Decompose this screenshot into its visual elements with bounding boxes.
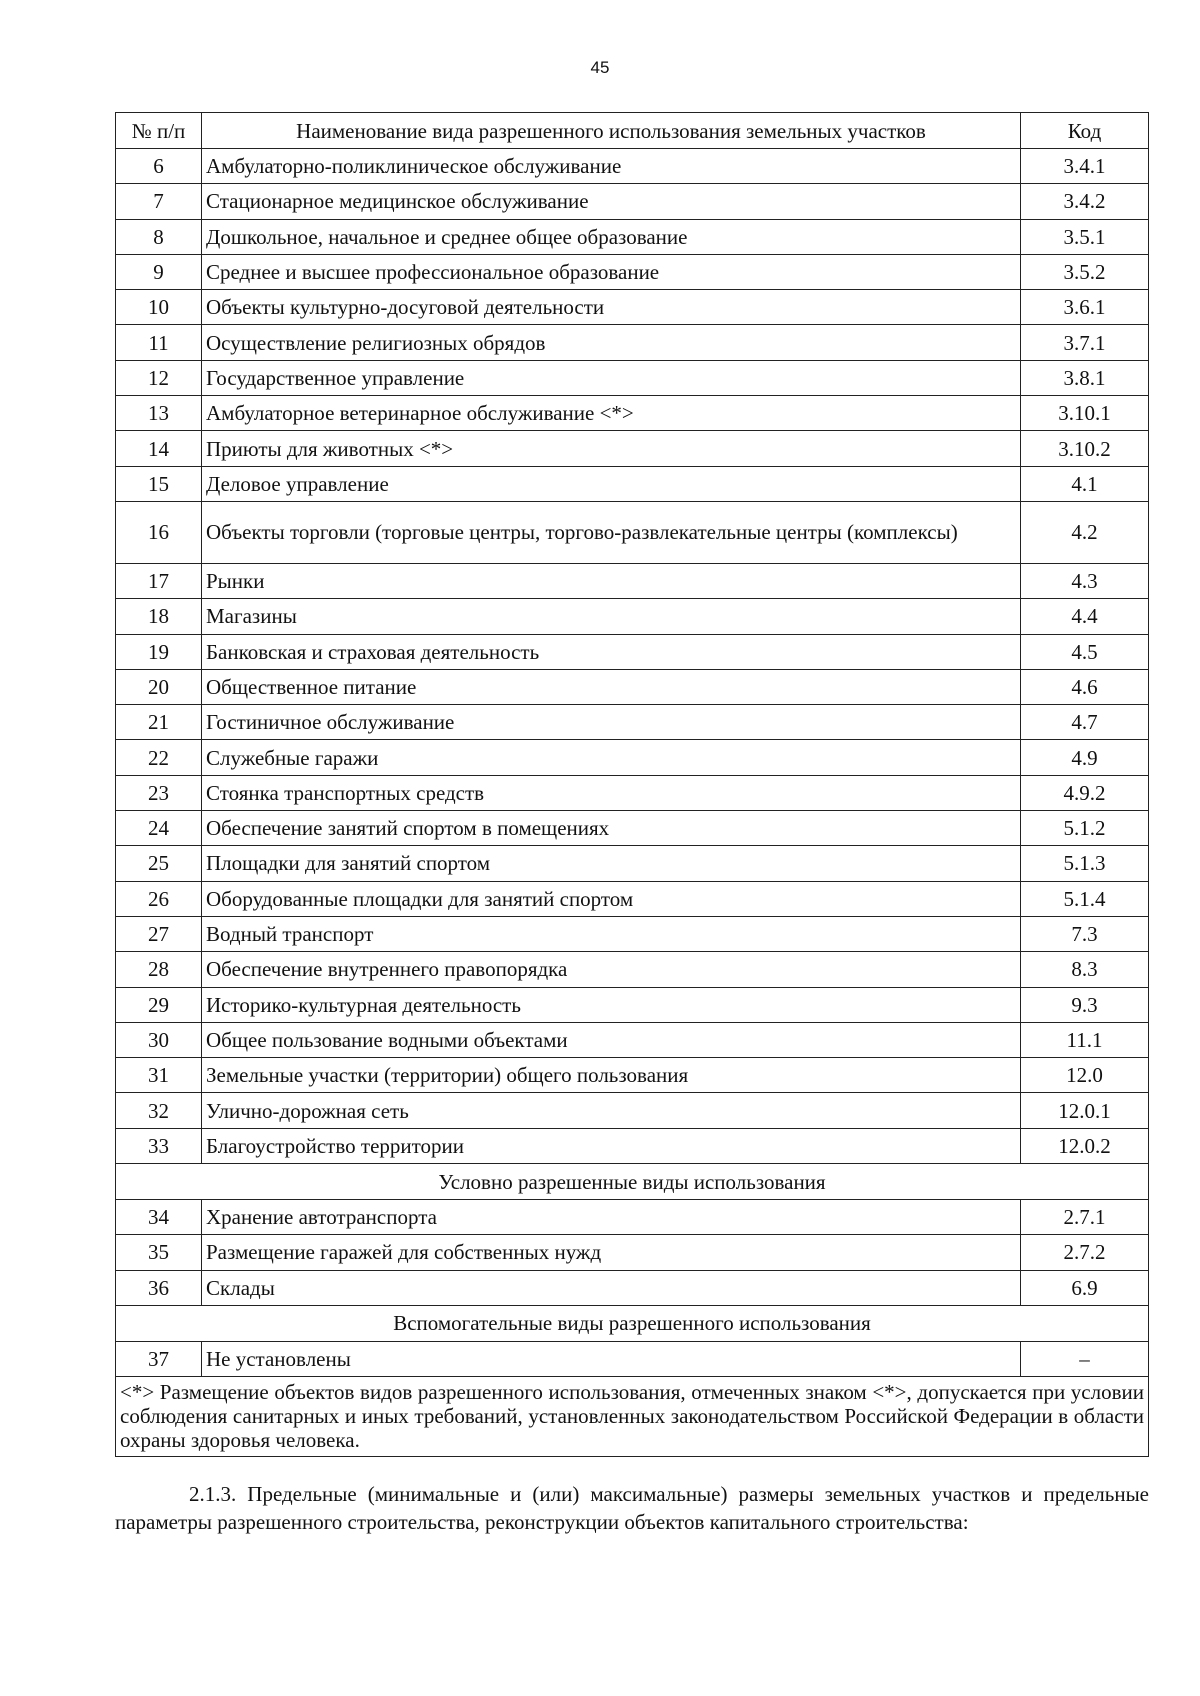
cell-name: Амбулаторное ветеринарное обслуживание <*> [202, 396, 1021, 431]
cell-code: 3.5.2 [1021, 254, 1149, 289]
cell-num: 22 [116, 740, 202, 775]
cell-name: Земельные участки (территории) общего пользования [202, 1058, 1021, 1093]
cell-code: 2.7.2 [1021, 1235, 1149, 1270]
cell-num: 34 [116, 1200, 202, 1235]
table-row [116, 952, 1149, 987]
cell-name: Приюты для животных <*> [202, 431, 1021, 466]
header-code: Код [1021, 113, 1149, 149]
cell-name: Объекты культурно-досуговой деятельности [202, 290, 1021, 325]
table-row [116, 811, 1149, 846]
table-row [116, 740, 1149, 775]
cell-name: Общее пользование водными объектами [202, 1022, 1021, 1057]
table-row [116, 149, 1149, 184]
cell-name: Водный транспорт [202, 916, 1021, 951]
cell-num: 27 [116, 916, 202, 951]
table-row [116, 501, 1149, 563]
cell-num: 18 [116, 599, 202, 634]
cell-code: 4.5 [1021, 634, 1149, 669]
section-title-auxiliary-row [116, 1305, 1149, 1341]
cell-num: 14 [116, 431, 202, 466]
cell-name: Дошкольное, начальное и среднее общее образование [202, 219, 1021, 254]
cell-name: Стационарное медицинское обслуживание [202, 184, 1021, 219]
cell-name: Государственное управление [202, 360, 1021, 395]
cell-code: 11.1 [1021, 1022, 1149, 1057]
table-row [116, 1200, 1149, 1235]
table-row [116, 184, 1149, 219]
cell-name: Оборудованные площадки для занятий спортом [202, 881, 1021, 916]
cell-name: Деловое управление [202, 466, 1021, 501]
cell-name: Среднее и высшее профессиональное образование [202, 254, 1021, 289]
cell-num: 8 [116, 219, 202, 254]
cell-num: 17 [116, 563, 202, 598]
cell-num: 37 [116, 1341, 202, 1376]
table-row [116, 987, 1149, 1022]
table-row [116, 563, 1149, 598]
table-row [116, 219, 1149, 254]
table-row [116, 466, 1149, 501]
section-title-conditional-row [116, 1164, 1149, 1200]
land-use-table [115, 112, 1149, 1457]
cell-num: 29 [116, 987, 202, 1022]
table-header-row [116, 113, 1149, 149]
cell-name: Склады [202, 1270, 1021, 1305]
cell-num: 16 [116, 501, 202, 563]
cell-num: 9 [116, 254, 202, 289]
footnote-row [116, 1377, 1149, 1457]
table-row [116, 881, 1149, 916]
cell-code: 7.3 [1021, 916, 1149, 951]
page-number: 45 [590, 58, 610, 77]
cell-name: Амбулаторно-поликлиническое обслуживание [202, 149, 1021, 184]
table-row [116, 1128, 1149, 1163]
cell-num: 19 [116, 634, 202, 669]
cell-num: 28 [116, 952, 202, 987]
cell-num: 36 [116, 1270, 202, 1305]
cell-name: Обеспечение занятий спортом в помещениях [202, 811, 1021, 846]
table-row [116, 705, 1149, 740]
table-row [116, 599, 1149, 634]
section-title-auxiliary: Вспомогательные виды разрешенного использования [116, 1305, 1149, 1341]
cell-code: 4.9 [1021, 740, 1149, 775]
table-row [116, 916, 1149, 951]
cell-num: 25 [116, 846, 202, 881]
cell-code: 12.0.1 [1021, 1093, 1149, 1128]
header-num: № п/п [116, 113, 202, 149]
cell-name: Общественное питание [202, 669, 1021, 704]
cell-num: 10 [116, 290, 202, 325]
cell-name: Магазины [202, 599, 1021, 634]
cell-code: 3.4.1 [1021, 149, 1149, 184]
cell-code: 3.7.1 [1021, 325, 1149, 360]
cell-num: 35 [116, 1235, 202, 1270]
cell-name: Хранение автотранспорта [202, 1200, 1021, 1235]
cell-code: 4.1 [1021, 466, 1149, 501]
cell-num: 30 [116, 1022, 202, 1057]
cell-name: Гостиничное обслуживание [202, 705, 1021, 740]
cell-num: 12 [116, 360, 202, 395]
cell-code: 5.1.2 [1021, 811, 1149, 846]
table-row [116, 1341, 1149, 1376]
cell-name: Благоустройство территории [202, 1128, 1021, 1163]
cell-num: 24 [116, 811, 202, 846]
table-row [116, 846, 1149, 881]
table-row [116, 431, 1149, 466]
cell-code: 4.3 [1021, 563, 1149, 598]
cell-code: 4.7 [1021, 705, 1149, 740]
header-name: Наименование вида разрешенного использования земельных участков [202, 113, 1021, 149]
cell-code: 12.0 [1021, 1058, 1149, 1093]
cell-num: 7 [116, 184, 202, 219]
cell-num: 20 [116, 669, 202, 704]
cell-name: Площадки для занятий спортом [202, 846, 1021, 881]
cell-code: 3.10.1 [1021, 396, 1149, 431]
cell-code: 6.9 [1021, 1270, 1149, 1305]
cell-num: 11 [116, 325, 202, 360]
table-row [116, 1235, 1149, 1270]
cell-num: 15 [116, 466, 202, 501]
cell-code: 3.6.1 [1021, 290, 1149, 325]
section-title-conditional: Условно разрешенные виды использования [116, 1164, 1149, 1200]
cell-name: Объекты торговли (торговые центры, торгово-развлекательные центры (комплексы) [202, 501, 1021, 563]
cell-name: Стоянка транспортных средств [202, 775, 1021, 810]
cell-code: 4.4 [1021, 599, 1149, 634]
cell-name: Улично-дорожная сеть [202, 1093, 1021, 1128]
cell-code: 12.0.2 [1021, 1128, 1149, 1163]
cell-name: Служебные гаражи [202, 740, 1021, 775]
cell-num: 21 [116, 705, 202, 740]
cell-code: 3.5.1 [1021, 219, 1149, 254]
cell-name: Не установлены [202, 1341, 1021, 1376]
table-row [116, 290, 1149, 325]
cell-num: 32 [116, 1093, 202, 1128]
cell-num: 23 [116, 775, 202, 810]
cell-name: Историко-культурная деятельность [202, 987, 1021, 1022]
cell-num: 31 [116, 1058, 202, 1093]
cell-num: 6 [116, 149, 202, 184]
cell-code: 2.7.1 [1021, 1200, 1149, 1235]
cell-code: 3.8.1 [1021, 360, 1149, 395]
cell-name: Осуществление религиозных обрядов [202, 325, 1021, 360]
table-footnote: <*> Размещение объектов видов разрешенного использования, отмеченных знаком <*>, допускается при условии соблюдения санитарных и иных требований, установленных законодательством Российской Федерации в области охраны здоровья человека. [116, 1377, 1149, 1457]
cell-code: 9.3 [1021, 987, 1149, 1022]
cell-num: 26 [116, 881, 202, 916]
cell-code: 3.4.2 [1021, 184, 1149, 219]
table-row [116, 669, 1149, 704]
cell-code: 5.1.3 [1021, 846, 1149, 881]
cell-num: 33 [116, 1128, 202, 1163]
table-row [116, 325, 1149, 360]
table-row [116, 1270, 1149, 1305]
table-row [116, 775, 1149, 810]
body-paragraph: 2.1.3. Предельные (минимальные и (или) максимальные) размеры земельных участков и предельные параметры разрешенного строительства, реконструкции объектов капитального строительства: [115, 1482, 1149, 1534]
cell-code: 8.3 [1021, 952, 1149, 987]
table-row [116, 634, 1149, 669]
table-row [116, 396, 1149, 431]
cell-name: Рынки [202, 563, 1021, 598]
cell-name: Обеспечение внутреннего правопорядка [202, 952, 1021, 987]
table-row [116, 254, 1149, 289]
cell-code: 4.9.2 [1021, 775, 1149, 810]
cell-num: 13 [116, 396, 202, 431]
table-row [116, 1058, 1149, 1093]
cell-code: – [1021, 1341, 1149, 1376]
table-row [116, 360, 1149, 395]
cell-code: 5.1.4 [1021, 881, 1149, 916]
cell-code: 4.6 [1021, 669, 1149, 704]
cell-name: Банковская и страховая деятельность [202, 634, 1021, 669]
cell-name: Размещение гаражей для собственных нужд [202, 1235, 1021, 1270]
table-row [116, 1093, 1149, 1128]
cell-code: 4.2 [1021, 501, 1149, 563]
cell-code: 3.10.2 [1021, 431, 1149, 466]
table-row [116, 1022, 1149, 1057]
